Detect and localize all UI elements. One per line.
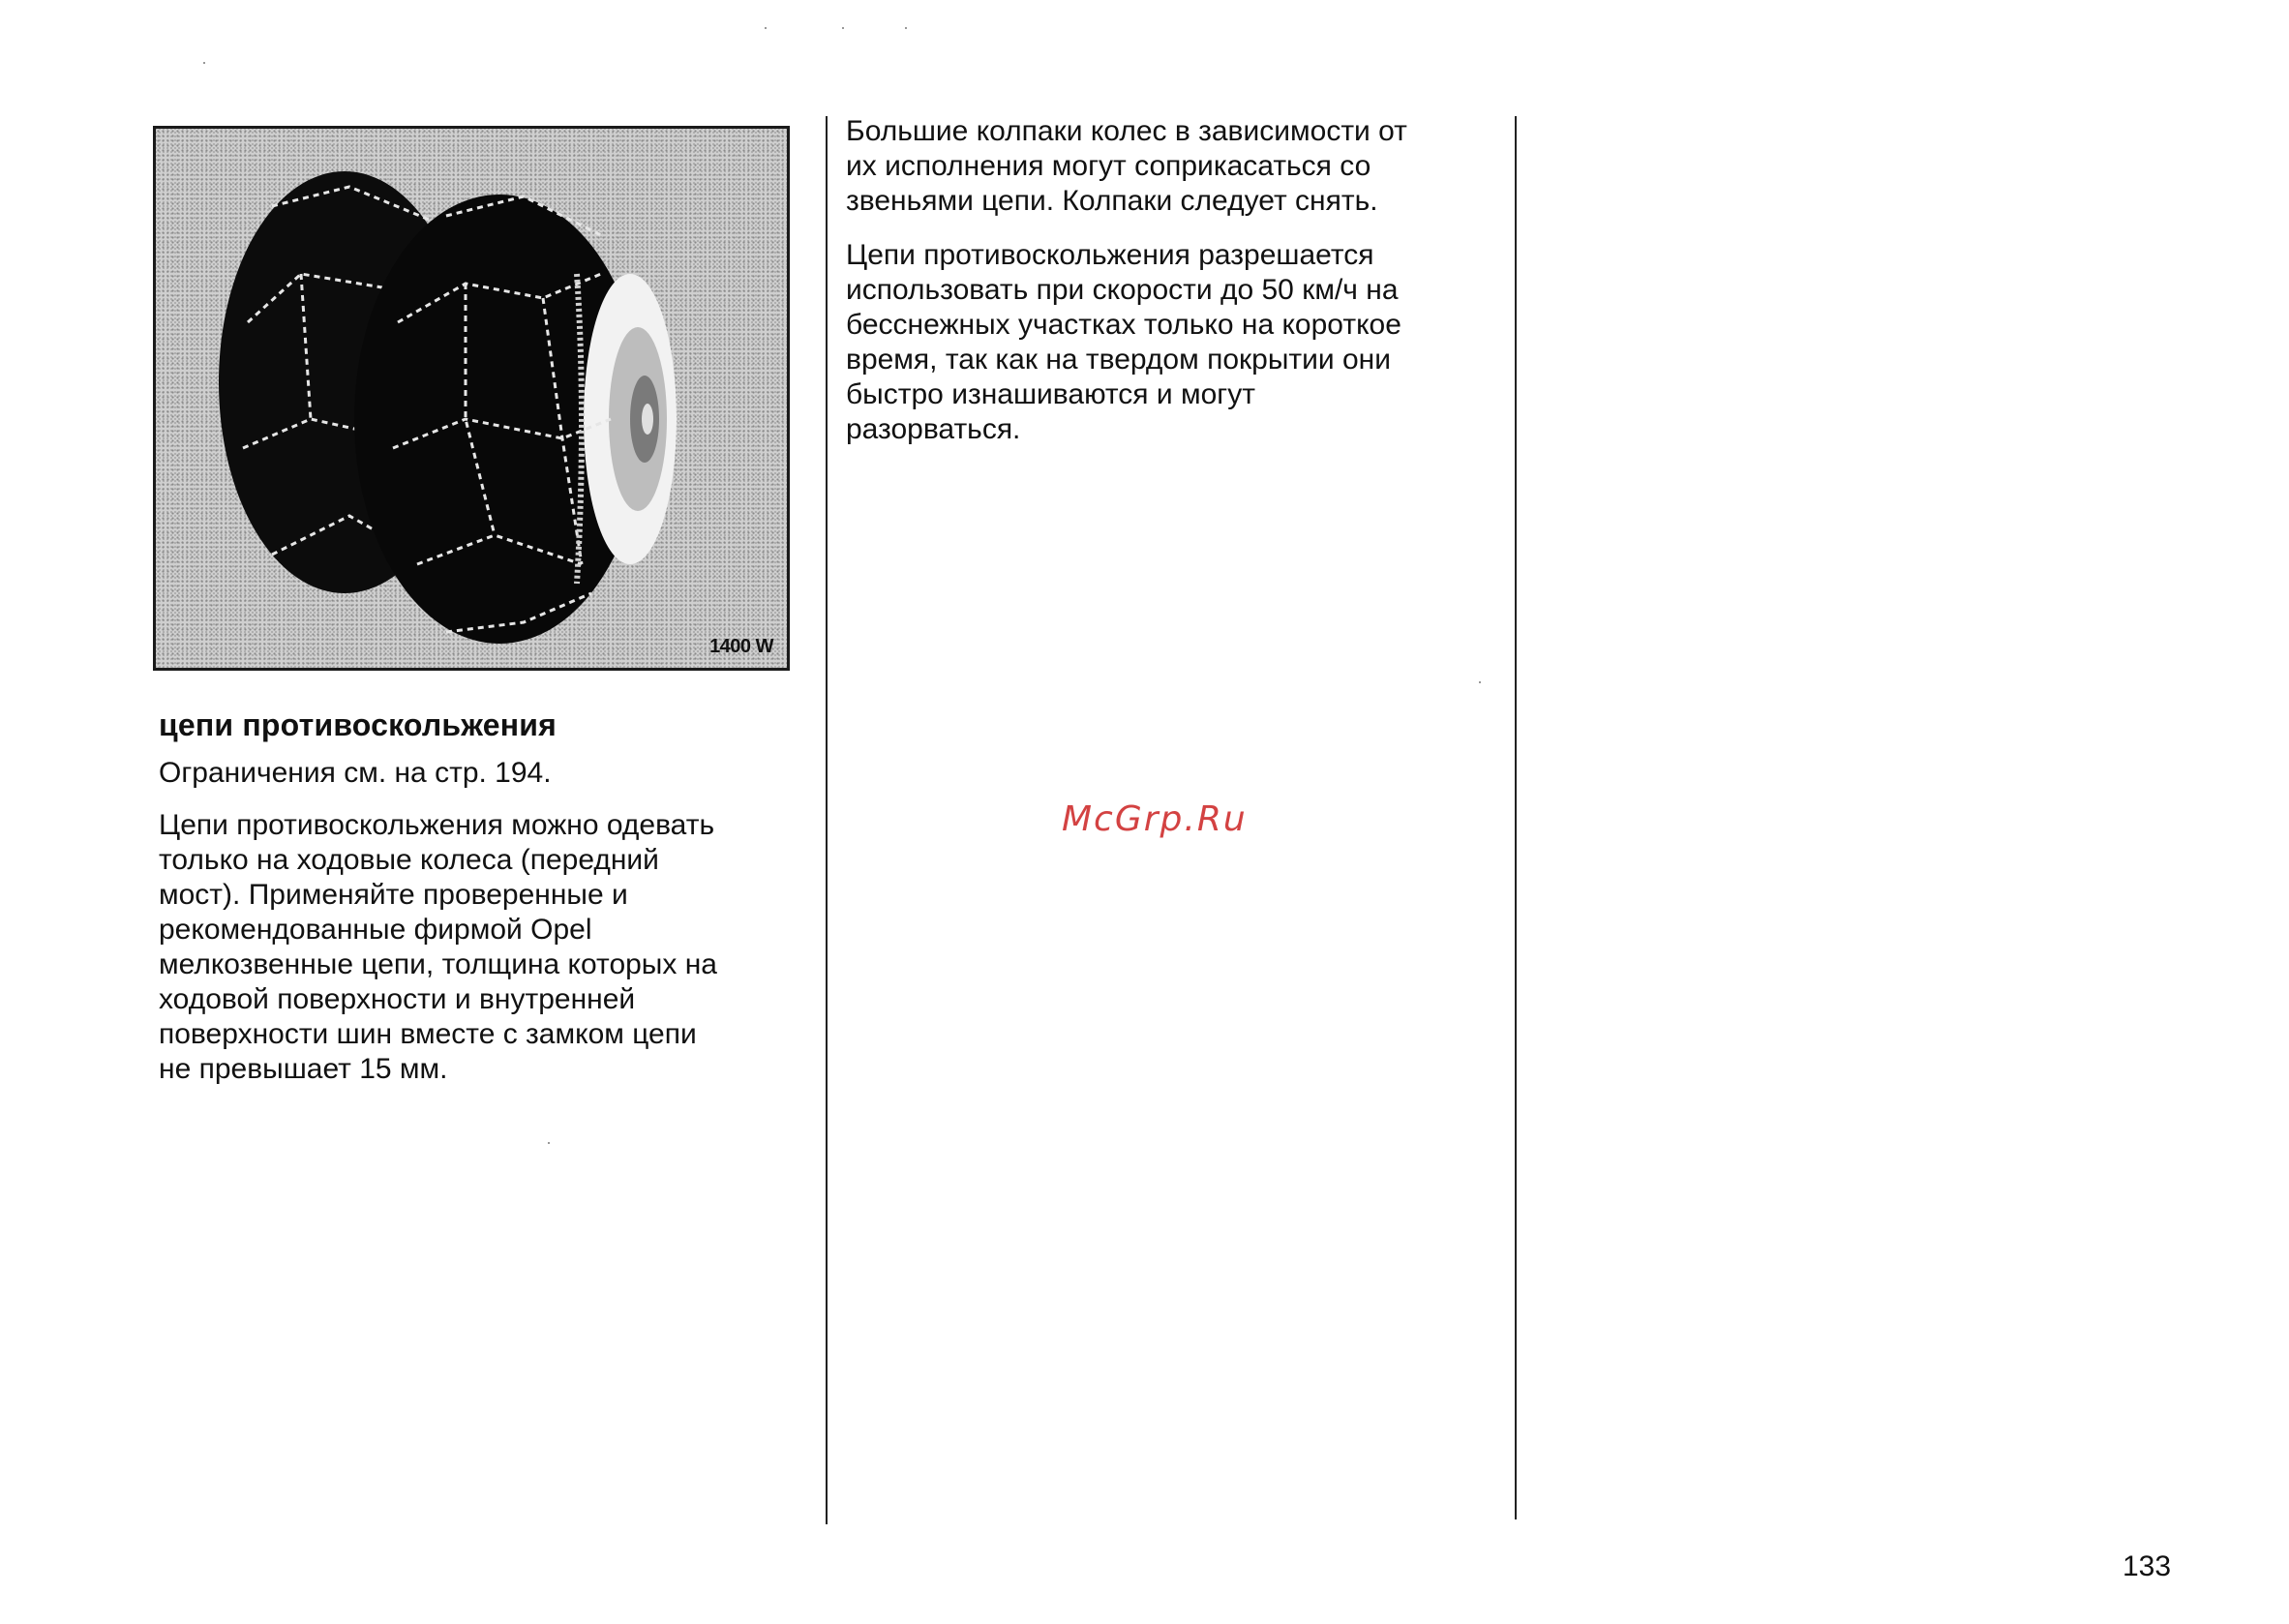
section-heading: цепи противоскольжения xyxy=(159,707,557,742)
watermark-logo: McGrp.Ru xyxy=(1062,799,1248,839)
tires-with-chains-drawing xyxy=(156,129,787,668)
column-divider xyxy=(1515,116,1517,1519)
speed-limit-paragraph: Цепи противоскольжения разрешается использовать при скорости до 50 км/ч на бесснежных участках только на короткое время, так как на твердом покрытии они быстро изнашиваются и могут разорваться. xyxy=(846,239,1401,445)
column-divider xyxy=(826,116,828,1524)
scan-speck xyxy=(765,27,767,29)
limits-note: Ограничения см. на стр. 194. xyxy=(159,757,552,789)
scan-speck xyxy=(905,27,907,29)
snow-chain-illustration xyxy=(153,126,790,671)
scan-speck xyxy=(1479,681,1481,683)
page-number: 133 xyxy=(2123,1550,2172,1582)
scan-speck xyxy=(842,27,844,29)
figure-code: 1400 W xyxy=(709,636,773,657)
scan-speck xyxy=(203,62,205,64)
front-tire xyxy=(354,195,677,644)
wheel-cap-paragraph: Большие колпаки колес в зависимости от их исполнения могут соприкасаться со звеньями цепи. Колпаки следует снять. xyxy=(846,115,1407,217)
chain-usage-paragraph: Цепи противоскольжения можно одевать только на ходовые колеса (передний мост). Применяйте проверенные и рекомендованные фирмой Opel мелкозвенные цепи, толщина которых на ходовой поверхности и внутренней поверхности шин вместе с замком цепи не превышает 15 мм. xyxy=(159,809,717,1085)
scan-speck xyxy=(548,1142,550,1144)
